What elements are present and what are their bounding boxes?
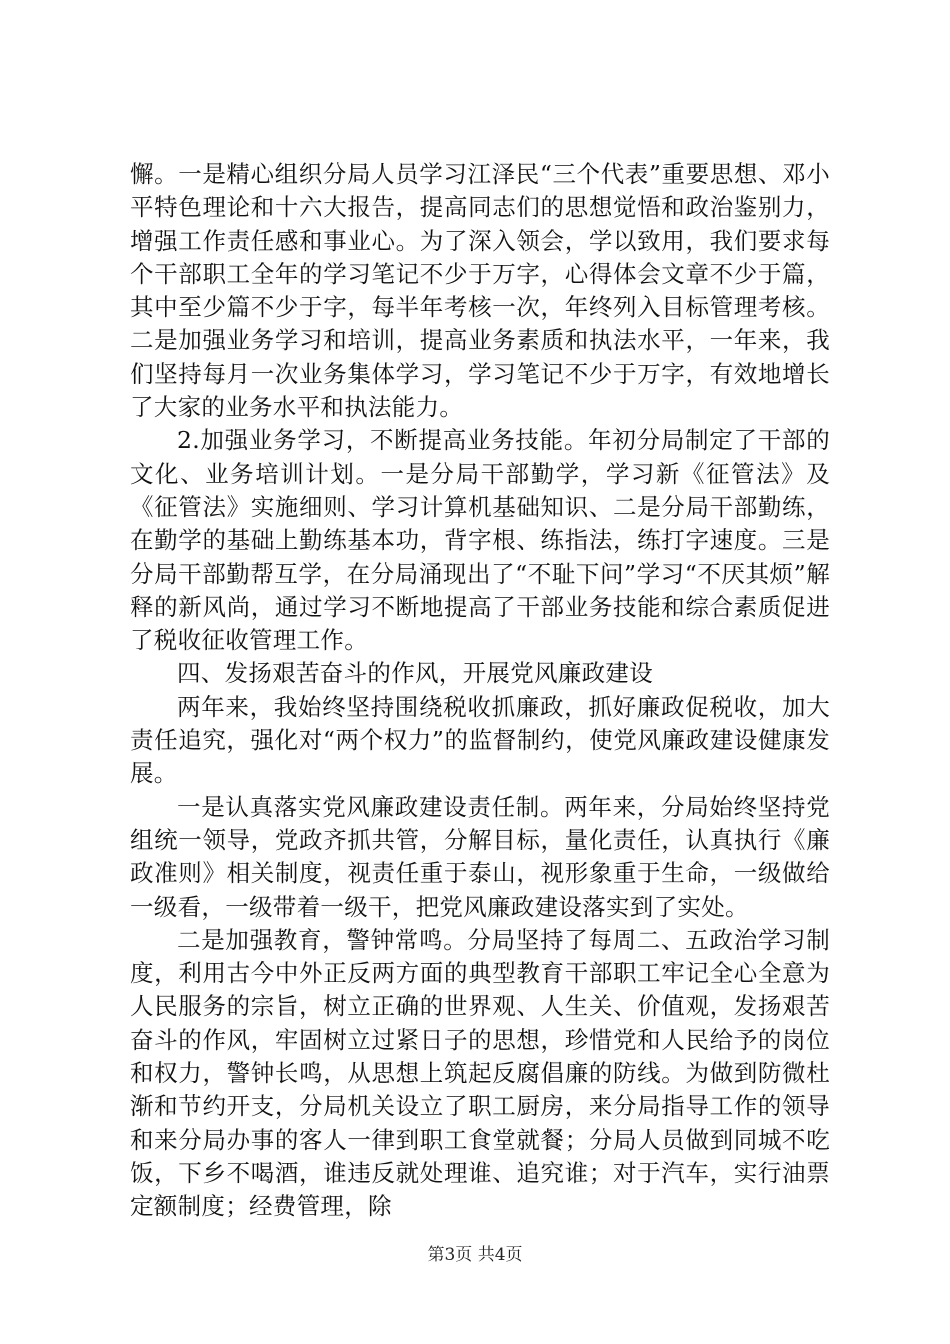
document-body xyxy=(130,158,830,1224)
paragraph-responsibility-system: 一是认真落实党风廉政建设责任制。两年来，分局始终坚持党组统一领导，党政齐抓共管，分解目标，量化责任，认真执行《廉政准则》相关制度，视责任重于泰山，视形象重于生命，一级做给一级看，一级带着一级干，把党风廉政建设落实到了实处。 xyxy=(130,792,830,921)
paragraph-business-study: 2.加强业务学习，不断提高业务技能。年初分局制定了干部的文化、业务培训计划。一是分局干部勤学，学习新《征管法》及《征管法》实施细则、学习计算机基础知识、二是分局干部勤练，在勤学的基础上勤练基本功，背字根、练指法，练打字速度。三是分局干部勤帮互学，在分局涌现出了“不耻下问”学习“不厌其烦”解释的新风尚，通过学习不断地提高了干部业务技能和综合素质促进了税收征收管理工作。 xyxy=(130,426,830,655)
paragraph-education: 二是加强教育，警钟常鸣。分局坚持了每周二、五政治学习制度，利用古今中外正反两方面的典型教育干部职工牢记全心全意为人民服务的宗旨，树立正确的世界观、人生关、价值观，发扬艰苦奋斗的作风，牢固树立过紧日子的思想，珍惜党和人民给予的岗位和权力，警钟长鸣，从思想上筑起反腐倡廉的防线。为做到防微杜渐和节约开支，分局机关设立了职工厨房，来分局指导工作的领导和来分局办事的客人一律到职工食堂就餐；分局人员做到同城不吃饭，下乡不喝酒，谁违反就处理谁、追究谁；对于汽车，实行油票定额制度；经费管理，除 xyxy=(130,925,830,1221)
section-heading-four: 四、发扬艰苦奋斗的作风，开展党风廉政建设 xyxy=(177,659,653,688)
paragraph-two-years: 两年来，我始终坚持围绕税收抓廉政，抓好廉政促税收，加大责任追究，强化对“两个权力”的监督制约，使党风廉政建设健康发展。 xyxy=(130,692,830,788)
page-footer: 第3页 共4页 xyxy=(427,1245,523,1265)
paragraph-continuation: 懈。一是精心组织分局人员学习江泽民“三个代表”重要思想、邓小平特色理论和十六大报告，提高同志们的思想觉悟和政治鉴别力，增强工作责任感和事业心。为了深入领会，学以致用，我们要求每个干部职工全年的学习笔记不少于万字，心得体会文章不少于篇，其中至少篇不少于字，每半年考核一次，年终列入目标管理考核。二是加强业务学习和培训，提高业务素质和执法水平，一年来，我们坚持每月一次业务集体学习，学习笔记不少于万字，有效地增长了大家的业务水平和执法能力。 xyxy=(130,160,830,422)
